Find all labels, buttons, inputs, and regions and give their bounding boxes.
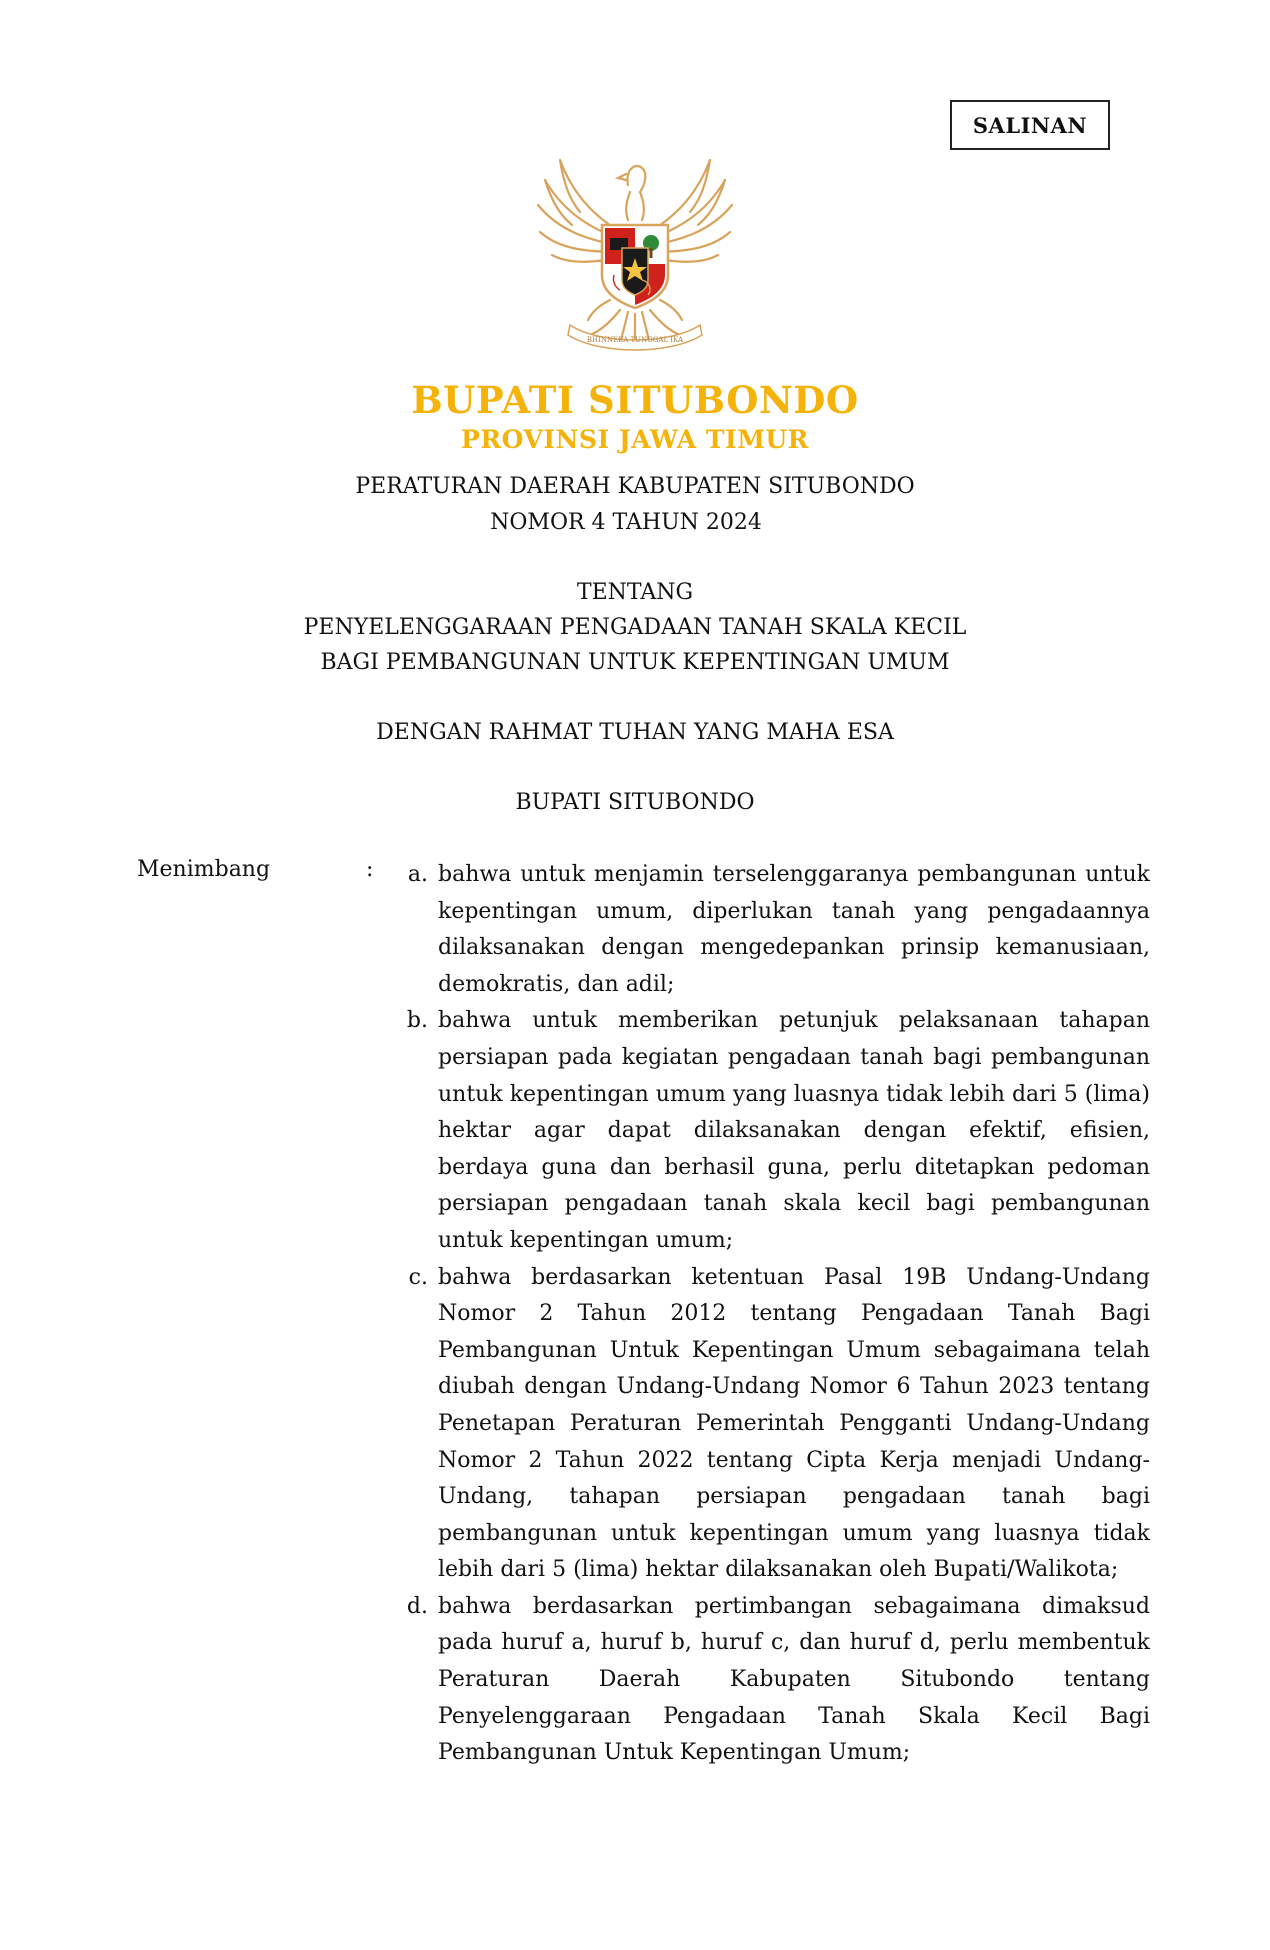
emblem-motto: BHINNEKA TUNGGAL IKA	[586, 336, 684, 344]
authority-line: BUPATI SITUBONDO	[515, 790, 755, 815]
menimbang-colon: :	[366, 857, 374, 882]
item-letter: a.	[407, 862, 428, 887]
list-item	[380, 1260, 1150, 1589]
item-letter: b.	[406, 1008, 428, 1034]
about-heading: TENTANG	[576, 580, 694, 605]
item-letter: d.	[406, 1593, 428, 1619]
menimbang-label: Menimbang	[137, 857, 271, 882]
menimbang-list	[380, 857, 1150, 1772]
item-text: bahwa berdasarkan ketentuan Pasal 19B Undang-Undang Nomor 2 Tahun 2012 tentang Pengadaan Tanah Bagi Pembangunan Untuk Kepentingan Umum sebagaimana telah diubah dengan Undang-Undang Nomor 6 Tahun 2023 tentang Penetapan Peraturan Pemerintah Pengganti Undang-Undang Nomor 2 Tahun 2022 tentang Cipta Kerja menjadi Undang-Undang, tahapan persiapan pengadaan tanah bagi pembangunan untuk kepentingan umum yang luasnya tidak lebih dari 5 (lima) hektar dilaksanakan oleh Bupati/Walikota;	[438, 1264, 1150, 1583]
issuer-title: BUPATI SITUBONDO	[411, 378, 859, 422]
item-letter: c.	[408, 1264, 428, 1290]
list-item	[380, 857, 1150, 1003]
item-text: bahwa untuk memberikan petunjuk pelaksanaan tahapan persiapan pada kegiatan pengadaan tanah bagi pembangunan untuk kepentingan umum yang luasnya tidak lebih dari 5 (lima) hektar agar dapat dilaksanakan dengan efektif, efisien, berdaya guna dan berhasil guna, perlu ditetapkan pedoman persiapan pengadaan tanah skala kecil bagi pembangunan untuk kepentingan umum;	[438, 1008, 1150, 1253]
salinan-stamp: SALINAN	[950, 100, 1110, 150]
garuda-pancasila-emblem	[530, 140, 740, 355]
blessing-line: DENGAN RAHMAT TUHAN YANG MAHA ESA	[376, 720, 894, 745]
regulation-title: PERATURAN DAERAH KABUPATEN SITUBONDO	[355, 474, 915, 499]
topic-line-1: PENYELENGGARAAN PENGADAAN TANAH SKALA KECIL	[303, 615, 967, 640]
item-text: bahwa untuk menjamin terselenggaranya pembangunan untuk kepentingan umum, diperlukan tanah yang pengadaannya dilaksanakan dengan mengedepankan prinsip kemanusiaan, demokratis, dan adil;	[438, 862, 1150, 997]
list-item	[380, 1003, 1150, 1259]
issuer-province: PROVINSI JAWA TIMUR	[461, 425, 809, 454]
item-text: bahwa berdasarkan pertimbangan sebagaimana dimaksud pada huruf a, huruf b, huruf c, dan huruf d, perlu membentuk Peraturan Daerah Kabupaten Situbondo tentang Penyelenggaraan Pengadaan Tanah Skala Kecil Bagi Pembangunan Untuk Kepentingan Umum;	[438, 1593, 1150, 1766]
list-item	[380, 1589, 1150, 1772]
topic-line-2: BAGI PEMBANGUNAN UNTUK KEPENTINGAN UMUM	[320, 650, 950, 675]
regulation-number: NOMOR 4 TAHUN 2024	[490, 510, 762, 535]
